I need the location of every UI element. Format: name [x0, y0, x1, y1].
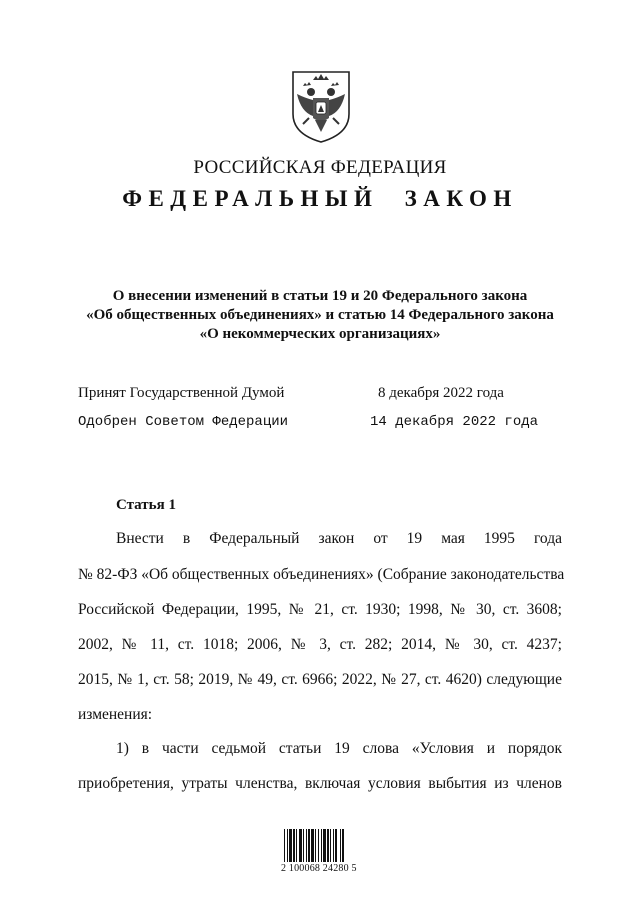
barcode-image: [283, 826, 365, 862]
barcode-bar: [284, 829, 285, 862]
barcode-bar: [306, 829, 307, 862]
barcode-bar: [342, 829, 344, 862]
barcode-bar: [340, 829, 341, 862]
article-text-line: приобретения, утраты членства, включая условия выбытия из членов: [78, 775, 562, 792]
article-text-line: Российской Федерации, 1995, № 21, ст. 1930; 1998, № 30, ст. 3608;: [78, 601, 562, 618]
barcode-bar: [296, 829, 297, 862]
barcode-bar: [293, 829, 295, 862]
barcode-bar: [330, 829, 331, 862]
duma-adoption-date: 8 декабря 2022 года: [378, 385, 504, 401]
article-text-line: 1) в части седьмой статьи 19 слова «Условия и порядок: [116, 740, 562, 757]
article-text-line: Внести в Федеральный закон от 19 мая 1995 года: [116, 530, 562, 547]
article-text-line: № 82-ФЗ «Об общественных объединениях» (Собрание законодательства: [78, 566, 565, 583]
law-title-line: «Об общественных объединениях» и статью 14 Федерального закона: [86, 307, 554, 323]
country-heading: РОССИЙСКАЯ ФЕДЕРАЦИЯ: [193, 157, 447, 178]
barcode-bar: [299, 829, 302, 862]
barcode-bar: [303, 829, 304, 862]
coat-of-arms-emblem: [289, 68, 353, 144]
barcode-bar: [323, 829, 326, 862]
barcode-bar: [311, 829, 314, 862]
barcode-number: 2 100068 24280 5: [281, 863, 357, 874]
barcode-bar: [287, 829, 288, 862]
article-text-line: изменения:: [78, 706, 153, 723]
law-title: [60, 287, 580, 344]
duma-adoption-label: Принят Государственной Думой: [78, 385, 285, 401]
law-title-line: О внесении изменений в статьи 19 и 20 Федерального закона: [112, 288, 528, 304]
council-approval-label: Одобрен Советом Федерации: [78, 414, 289, 430]
document-type-heading: ФЕДЕРАЛЬНЫЙ ЗАКОН: [122, 186, 518, 211]
barcode-bar: [318, 829, 319, 862]
council-approval-date: 14 декабря 2022 года: [370, 414, 539, 430]
article-text-line: 2015, № 1, ст. 58; 2019, № 49, ст. 6966; 2022, № 27, ст. 4620) следующие: [78, 671, 562, 688]
barcode-bar: [327, 829, 329, 862]
article-heading: Статья 1: [116, 497, 176, 513]
barcode-bar: [335, 829, 337, 862]
barcode-bar: [308, 829, 310, 862]
barcode-bar: [333, 829, 334, 862]
barcode-bar: [289, 829, 292, 862]
barcode-bar: [315, 829, 316, 862]
article-text-line: 2002, № 11, ст. 1018; 2006, № 3, ст. 282; 2014, № 30, ст. 4237;: [78, 636, 562, 653]
barcode-bar: [321, 829, 322, 862]
law-title-line: «О некоммерческих организациях»: [199, 326, 441, 342]
